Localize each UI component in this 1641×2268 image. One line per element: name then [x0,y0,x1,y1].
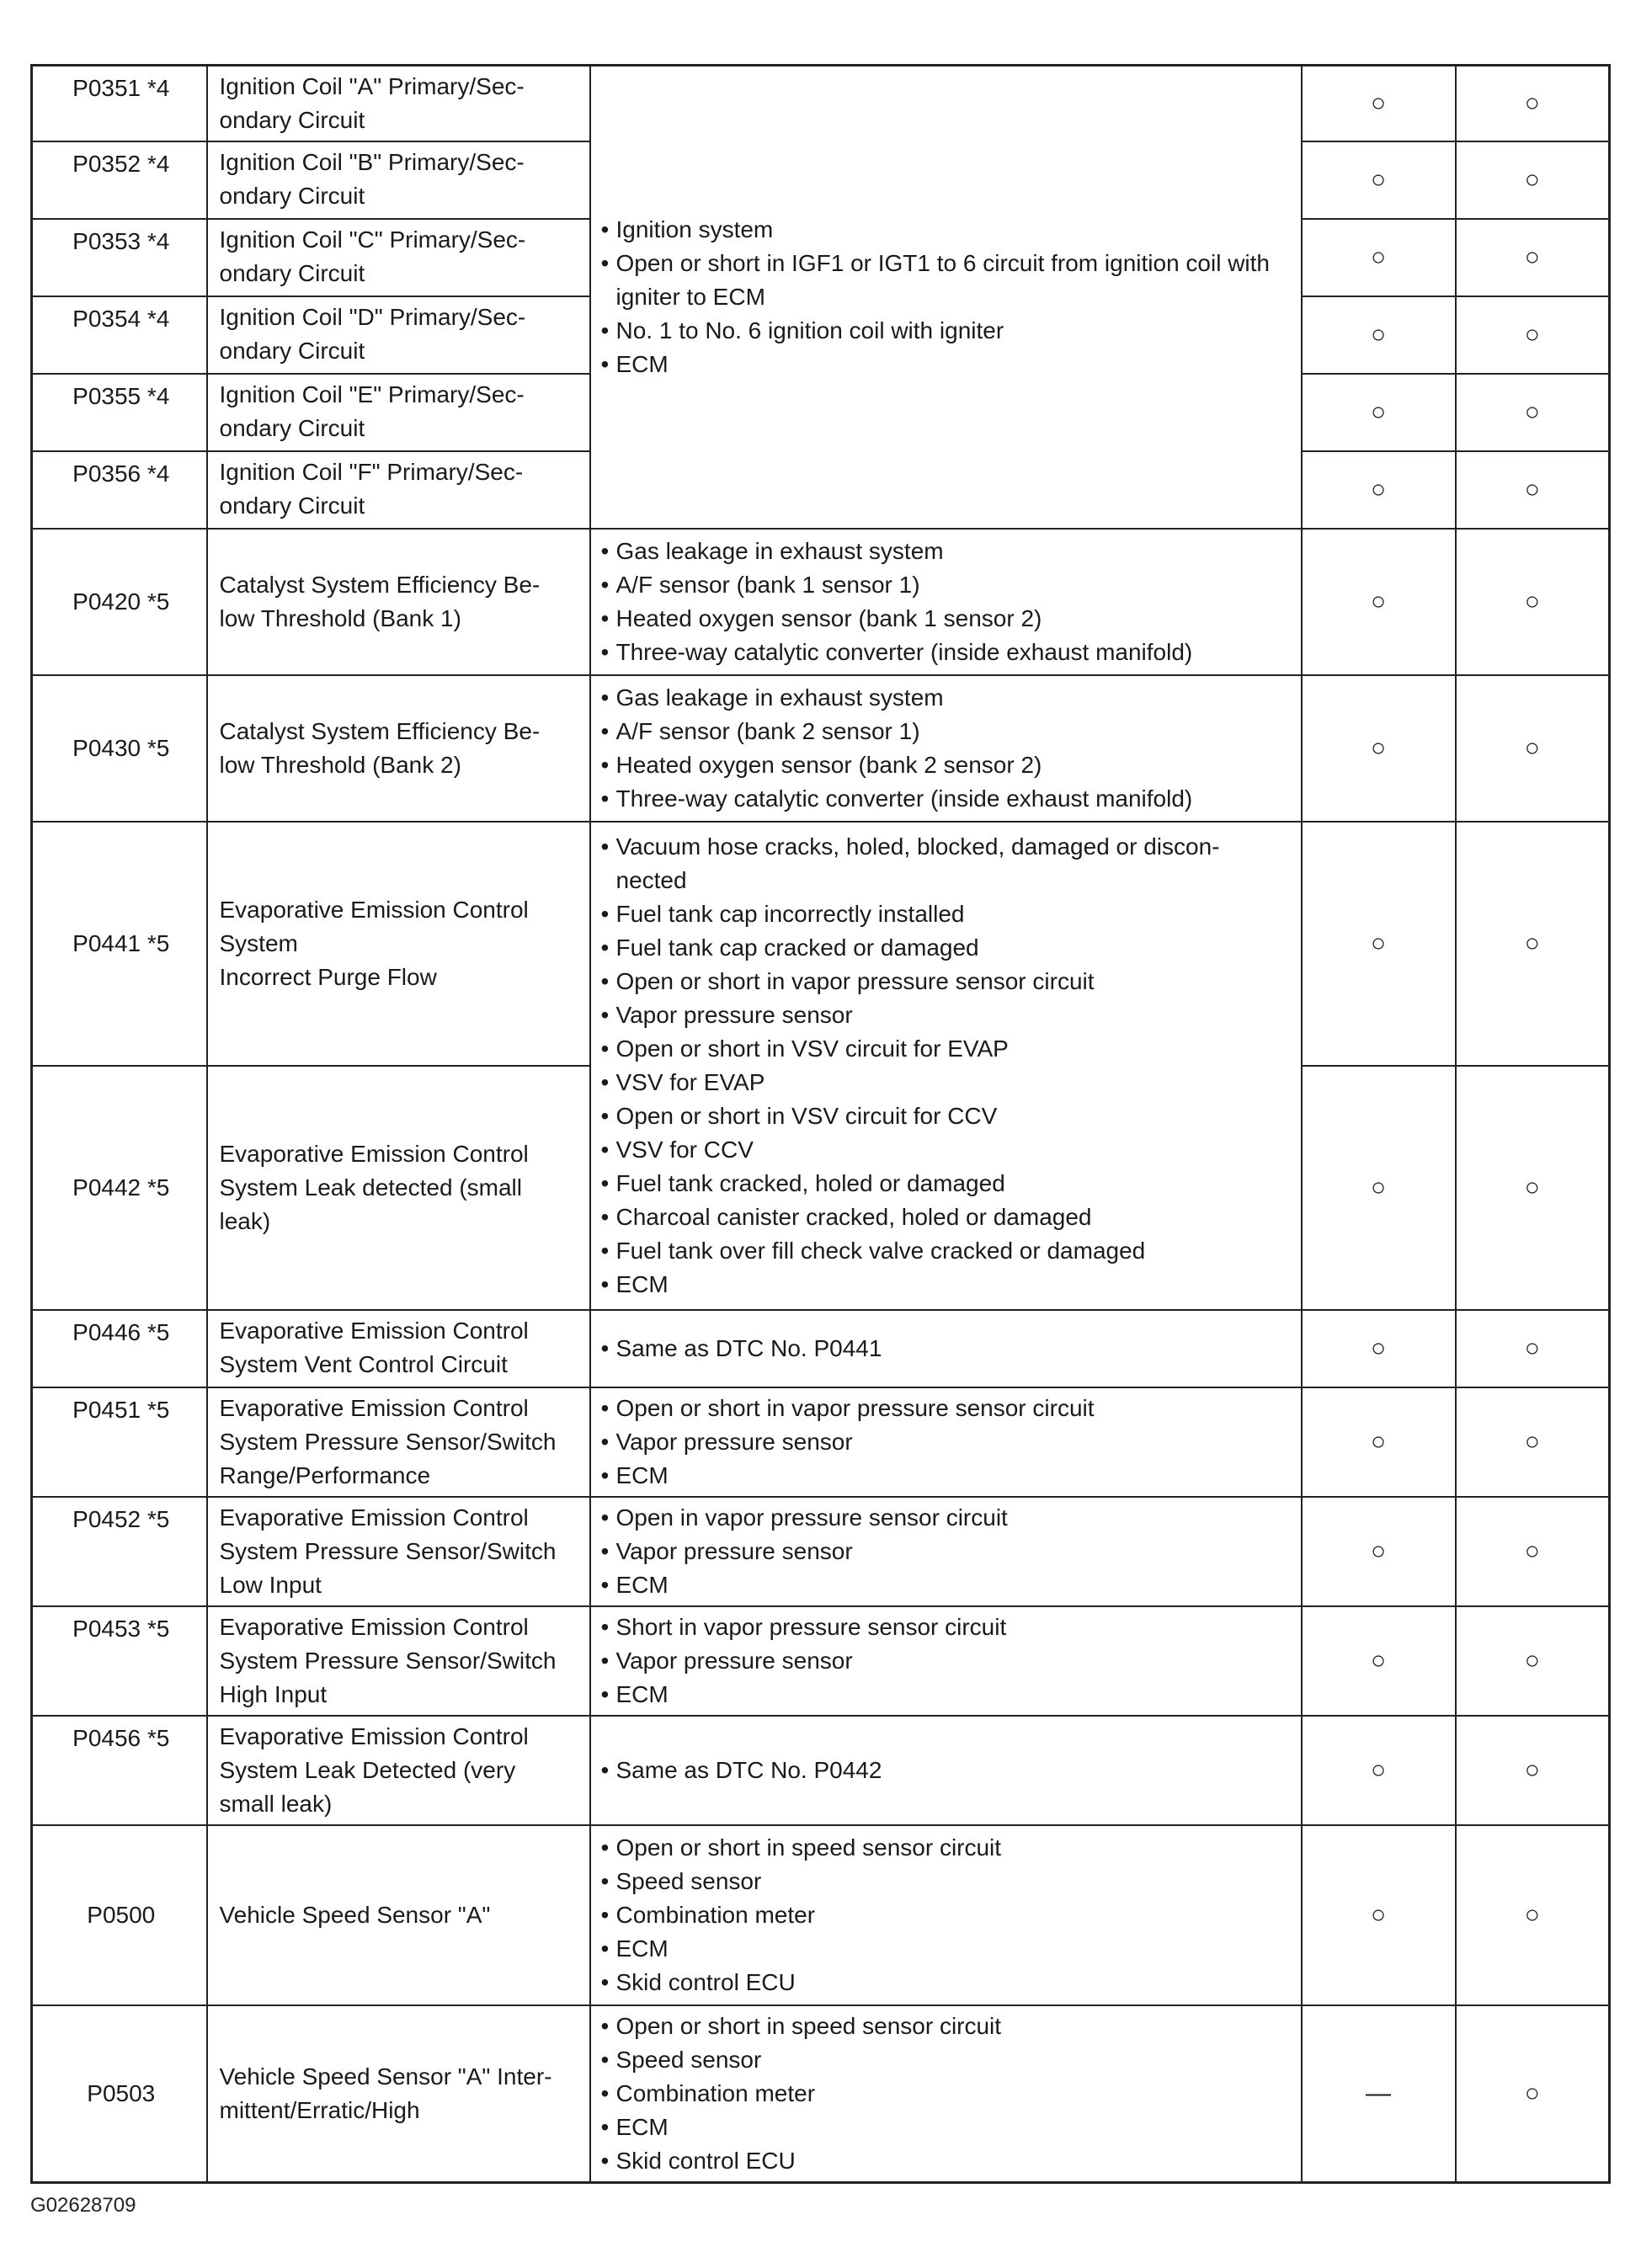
trouble-area-item: • Open or short in VSV circuit for CCV [601,1099,1292,1133]
detection-item-cell [207,1497,590,1606]
detection-item-cell [207,219,590,296]
mil-indicator: ○ [1302,1066,1456,1310]
memory-indicator: ○ [1456,2005,1610,2183]
mil-indicator: ○ [1302,66,1456,142]
detection-item-line: Evaporative Emission Control [219,897,529,923]
detection-item-line: Ignition Coil "C" Primary/Sec- [219,226,526,253]
mil-indicator: ○ [1302,1310,1456,1387]
memory-indicator: ○ [1456,529,1610,675]
trouble-area-item: • Open or short in speed sensor circuit [601,1831,1292,1865]
trouble-area-cell [590,529,1302,675]
detection-item-line: System Leak Detected (very [219,1757,516,1783]
detection-item-line: Evaporative Emission Control [219,1614,529,1640]
dtc-code-cell: P0354 *4 [32,296,207,374]
trouble-area-item: • VSV for EVAP [601,1066,1292,1099]
trouble-area-item: • Open in vapor pressure sensor circuit [601,1501,1292,1535]
mil-indicator: ○ [1302,1606,1456,1716]
dtc-code-cell: P0453 *5 [32,1606,207,1716]
trouble-area-item: • ECM [601,1568,1292,1602]
memory-indicator: ○ [1456,141,1610,219]
memory-indicator: ○ [1456,66,1610,142]
trouble-area-item: • Heated oxygen sensor (bank 2 sensor 2) [601,748,1292,782]
trouble-area-item: • Fuel tank over fill check valve cracked or damaged [601,1234,1292,1268]
mil-indicator: ○ [1302,374,1456,451]
detection-item-line: Evaporative Emission Control [219,1504,529,1531]
trouble-area-item: • Fuel tank cracked, holed or damaged [601,1167,1292,1201]
detection-item-line: ondary Circuit [219,492,365,519]
detection-item-cell [207,374,590,451]
trouble-area-item: • Vapor pressure sensor [601,1425,1292,1459]
trouble-area-item: • Heated oxygen sensor (bank 1 sensor 2) [601,602,1292,636]
mil-indicator: ○ [1302,451,1456,529]
detection-item-line: System Pressure Sensor/Switch [219,1538,557,1564]
detection-item-line: System [219,930,298,956]
detection-item-cell [207,66,590,142]
trouble-area-item: • A/F sensor (bank 1 sensor 1) [601,568,1292,602]
trouble-area-item: • ECM [601,1268,1292,1302]
table-row [32,66,1610,142]
trouble-area-item: • Vapor pressure sensor [601,998,1292,1032]
trouble-area-item: • Skid control ECU [601,1966,1292,1999]
trouble-area-item: • ECM [601,2111,1292,2144]
detection-item-line: ondary Circuit [219,338,365,364]
detection-item-line: Ignition Coil "B" Primary/Sec- [219,149,525,175]
trouble-area-item: • Gas leakage in exhaust system [601,681,1292,715]
trouble-area-cell [590,2005,1302,2183]
trouble-area-item: • A/F sensor (bank 2 sensor 1) [601,715,1292,748]
trouble-area-item: • Combination meter [601,2077,1292,2111]
trouble-area-cell [590,1310,1302,1387]
mil-indicator: ○ [1302,1387,1456,1497]
detection-item-line: leak) [219,1208,271,1234]
detection-item-line: System Vent Control Circuit [219,1351,508,1377]
trouble-area-item: • No. 1 to No. 6 ignition coil with igniter [601,314,1292,348]
mil-indicator: ○ [1302,219,1456,296]
detection-item-line: Evaporative Emission Control [219,1723,529,1749]
trouble-area-cell [590,675,1302,822]
detection-item-cell [207,1825,590,2005]
mil-indicator: ○ [1302,1716,1456,1825]
dtc-code-cell: P0452 *5 [32,1497,207,1606]
memory-indicator: ○ [1456,296,1610,374]
detection-item-cell [207,1310,590,1387]
table-row [32,2005,1610,2183]
detection-item-line: ondary Circuit [219,260,365,286]
trouble-area-item: • ECM [601,348,1292,381]
trouble-area-item: • Open or short in speed sensor circuit [601,2010,1292,2043]
detection-item-line: Vehicle Speed Sensor "A" Inter- [219,2063,552,2090]
detection-item-line: mittent/Erratic/High [219,2097,420,2123]
memory-indicator: ○ [1456,822,1610,1066]
trouble-area-item: • Short in vapor pressure sensor circuit [601,1610,1292,1644]
detection-item-line: ondary Circuit [219,107,365,133]
trouble-area-item: • Speed sensor [601,2043,1292,2077]
table-row [32,1716,1610,1825]
trouble-area-item: • Vapor pressure sensor [601,1644,1292,1678]
detection-item-cell [207,1716,590,1825]
detection-item-line: System Pressure Sensor/Switch [219,1429,557,1455]
detection-item-cell [207,1066,590,1310]
detection-item-line: Catalyst System Efficiency Be- [219,572,541,598]
detection-item-line: ondary Circuit [219,415,365,441]
detection-item-line: Ignition Coil "F" Primary/Sec- [219,459,524,485]
dtc-code-cell: P0352 *4 [32,141,207,219]
detection-item-line: Ignition Coil "E" Primary/Sec- [219,381,525,407]
mil-indicator: ○ [1302,529,1456,675]
detection-item-line: Ignition Coil "A" Primary/Sec- [219,73,525,99]
table-row [32,1825,1610,2005]
detection-item-line: ondary Circuit [219,183,365,209]
detection-item-line: Incorrect Purge Flow [219,964,437,990]
trouble-area-item: • Same as DTC No. P0442 [601,1754,1292,1787]
trouble-area-item: • Same as DTC No. P0441 [601,1332,1292,1366]
memory-indicator: ○ [1456,219,1610,296]
detection-item-line: low Threshold (Bank 1) [219,605,461,631]
trouble-area-item: • Skid control ECU [601,2144,1292,2178]
mil-indicator: ○ [1302,141,1456,219]
table-row [32,529,1610,675]
detection-item-cell [207,2005,590,2183]
detection-item-line: Vehicle Speed Sensor "A" [219,1902,491,1928]
detection-item-cell [207,451,590,529]
trouble-area-item: • Three-way catalytic converter (inside exhaust manifold) [601,636,1292,669]
dtc-table-body [32,66,1610,2183]
dtc-code-cell: P0500 [32,1825,207,2005]
detection-item-cell [207,529,590,675]
dtc-code-cell: P0420 *5 [32,529,207,675]
memory-indicator: ○ [1456,1606,1610,1716]
memory-indicator: ○ [1456,1310,1610,1387]
dtc-table [30,64,1611,2184]
dtc-code-cell: P0353 *4 [32,219,207,296]
memory-indicator: ○ [1456,1716,1610,1825]
trouble-area-cell [590,822,1302,1310]
trouble-area-item: • ECM [601,1459,1292,1493]
mil-indicator: ○ [1302,1497,1456,1606]
dtc-code-cell: P0351 *4 [32,66,207,142]
trouble-area-item: • Vapor pressure sensor [601,1535,1292,1568]
dtc-code-cell: P0355 *4 [32,374,207,451]
memory-indicator: ○ [1456,374,1610,451]
detection-item-line: low Threshold (Bank 2) [219,752,461,778]
table-row [32,822,1610,1066]
detection-item-cell [207,822,590,1066]
detection-item-line: Evaporative Emission Control [219,1318,529,1344]
trouble-area-item: • VSV for CCV [601,1133,1292,1167]
detection-item-cell [207,1387,590,1497]
trouble-area-item: • Open or short in IGF1 or IGT1 to 6 circuit from ignition coil with igniter to ECM [601,247,1292,314]
table-row [32,1310,1610,1387]
dtc-code-cell: P0356 *4 [32,451,207,529]
detection-item-line: small leak) [219,1791,333,1817]
trouble-area-item: • Gas leakage in exhaust system [601,535,1292,568]
detection-item-line: System Leak detected (small [219,1174,522,1201]
trouble-area-cell [590,66,1302,530]
trouble-area-item: • ECM [601,1932,1292,1966]
trouble-area-item: • Combination meter [601,1898,1292,1932]
trouble-area-item: • Open or short in vapor pressure sensor circuit [601,1392,1292,1425]
trouble-area-item: • Speed sensor [601,1865,1292,1898]
dtc-code-cell: P0441 *5 [32,822,207,1066]
trouble-area-cell [590,1606,1302,1716]
dtc-code-cell: P0456 *5 [32,1716,207,1825]
detection-item-cell [207,1606,590,1716]
trouble-area-cell [590,1387,1302,1497]
memory-indicator: ○ [1456,1497,1610,1606]
detection-item-line: Catalyst System Efficiency Be- [219,718,541,744]
mil-indicator: ○ [1302,822,1456,1066]
dtc-code-cell: P0503 [32,2005,207,2183]
detection-item-line: Evaporative Emission Control [219,1395,529,1421]
dtc-code-cell: P0430 *5 [32,675,207,822]
detection-item-cell [207,675,590,822]
memory-indicator: ○ [1456,451,1610,529]
trouble-area-item: • ECM [601,1678,1292,1712]
trouble-area-item: • Fuel tank cap cracked or damaged [601,931,1292,965]
table-row [32,1387,1610,1497]
figure-id: G02628709 [30,2194,136,2217]
detection-item-line: High Input [219,1681,328,1707]
dtc-code-cell: P0446 *5 [32,1310,207,1387]
trouble-area-item: • Vacuum hose cracks, holed, blocked, damaged or discon- nected [601,830,1292,897]
trouble-area-cell [590,1497,1302,1606]
detection-item-line: Evaporative Emission Control [219,1141,529,1167]
mil-indicator: ○ [1302,1825,1456,2005]
detection-item-cell [207,141,590,219]
memory-indicator: ○ [1456,1825,1610,2005]
mil-indicator: — [1302,2005,1456,2183]
trouble-area-item: • Open or short in VSV circuit for EVAP [601,1032,1292,1066]
detection-item-line: System Pressure Sensor/Switch [219,1648,557,1674]
mil-indicator: ○ [1302,675,1456,822]
trouble-area-item: • Fuel tank cap incorrectly installed [601,897,1292,931]
table-row [32,675,1610,822]
trouble-area-cell [590,1825,1302,2005]
detection-item-cell [207,296,590,374]
trouble-area-item: • Ignition system [601,213,1292,247]
trouble-area-item: • Charcoal canister cracked, holed or damaged [601,1201,1292,1234]
mil-indicator: ○ [1302,296,1456,374]
dtc-code-cell: P0451 *5 [32,1387,207,1497]
detection-item-line: Ignition Coil "D" Primary/Sec- [219,304,526,330]
memory-indicator: ○ [1456,1387,1610,1497]
trouble-area-item: • Three-way catalytic converter (inside exhaust manifold) [601,782,1292,816]
memory-indicator: ○ [1456,1066,1610,1310]
dtc-code-cell: P0442 *5 [32,1066,207,1310]
detection-item-line: Low Input [219,1572,322,1598]
trouble-area-cell [590,1716,1302,1825]
detection-item-line: Range/Performance [219,1462,431,1488]
table-row [32,1606,1610,1716]
memory-indicator: ○ [1456,675,1610,822]
trouble-area-item: • Open or short in vapor pressure sensor circuit [601,965,1292,998]
table-row [32,1497,1610,1606]
